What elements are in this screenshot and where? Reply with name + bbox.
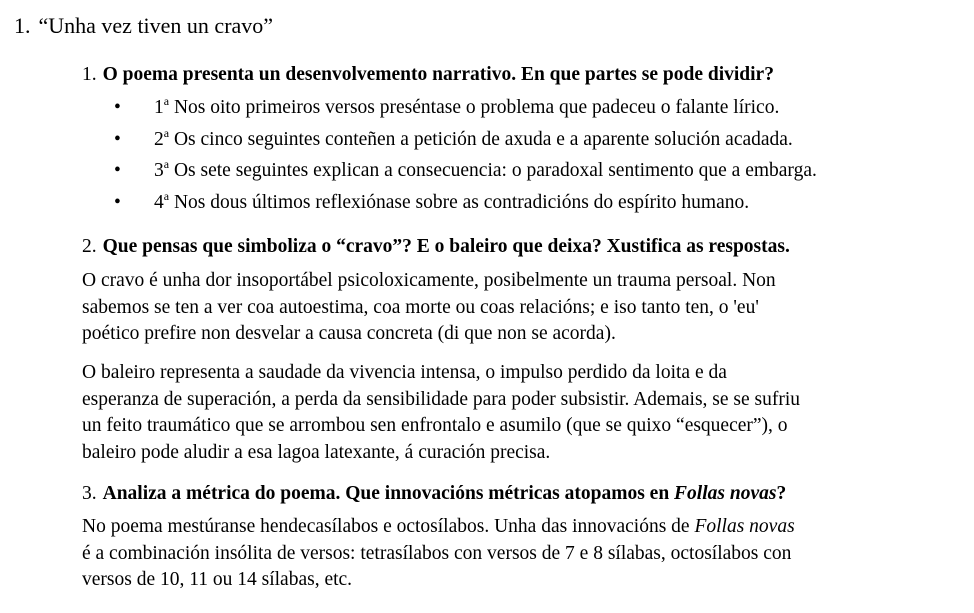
paragraph-line: é a combinación insólita de versos: tetrasílabos con versos de 7 e 8 sílabas, octosílabos con (82, 542, 792, 564)
question-3-text: Analiza a métrica do poema. Que innovacións métricas atopamos en (102, 483, 675, 504)
list-item-text: Nos oito primeiros versos preséntase o problema que padeceu o falante lírico. (173, 97, 780, 118)
paragraph-line: O cravo é unha dor insoportábel psicoloxicamente, posibelmente un trauma persoal. Non (82, 270, 776, 291)
bullet-icon: • (114, 97, 121, 118)
list-item (114, 125, 817, 160)
list-item (114, 188, 817, 223)
question-3-heading (82, 482, 786, 506)
bullet-icon: • (114, 160, 121, 181)
paragraph-line: poético prefire non desvelar a causa concreta (di que non se acorda). (82, 323, 616, 344)
question-2-paragraph-2 (82, 360, 962, 466)
bullet-icon: • (114, 128, 121, 150)
question-2-paragraph-1 (82, 268, 962, 348)
bullet-icon: • (114, 191, 121, 213)
question-3-number: 3. (82, 483, 97, 504)
list-item-text: Os cinco seguintes conteñen a petición de axuda e a aparente solución acadada. (173, 128, 793, 150)
question-3-book-title: Follas novas (674, 483, 777, 504)
paragraph-line: sabemos se ten a ver coa autoestima, coa morte ou coas relacións; e iso tanto ten, o 'eu' (82, 296, 759, 318)
list-item (114, 96, 817, 128)
book-title: Follas novas (694, 516, 795, 537)
question-1-answer-list (114, 96, 817, 222)
paragraph-line: versos de 10, 11 ou 14 sílabas, etc. (82, 569, 353, 590)
question-2-number: 2. (82, 236, 97, 257)
section-title-text: “Unha vez tiven un cravo” (38, 13, 274, 38)
question-2-text: Que pensas que simboliza o “cravo”? E o baleiro que deixa? Xustifica as respostas. (102, 236, 790, 257)
list-item-text: Os sete seguintes explican a consecuencia: o paradoxal sentimento que a embarga. (173, 160, 817, 181)
question-1-text: O poema presenta un desenvolvemento narrativo. En que partes se pode dividir? (102, 64, 774, 85)
question-2-heading (82, 235, 790, 259)
paragraph-line: un feito traumático que se arrombou sen enfrontalo e asumilo (que se quixo “esquecer”), o (82, 415, 788, 436)
ordinal-label: 3$^a$ (154, 157, 170, 181)
list-item-text: Nos dous últimos reflexiónase sobre as contradicións do espírito humano. (173, 191, 750, 213)
paragraph-line: esperanza de superación, a perda da sensibilidade para poder subsistir. Ademais, se se sufriu (82, 388, 801, 410)
paragraph-line: No poema mestúranse hendecasílabos e octosílabos. Unha das innovacións de Follas novas (82, 516, 795, 537)
question-3-paragraph (82, 514, 962, 594)
question-3-text-end: ? (776, 483, 787, 504)
paragraph-line: baleiro pode aludir a esa lagoa latexante, á curación precisa. (82, 441, 551, 463)
paragraph-line: O baleiro representa a saudade da vivencia intensa, o impulso perdido da loita e da (82, 362, 727, 383)
ordinal-label: 1$^a$ (154, 94, 170, 118)
section-title (14, 13, 273, 39)
question-1-heading (82, 63, 774, 87)
question-1-number: 1. (82, 64, 97, 85)
ordinal-label: 4$^a$ (154, 188, 170, 213)
section-number: 1. (14, 13, 31, 38)
ordinal-label: 2$^a$ (154, 125, 170, 150)
list-item (114, 159, 817, 191)
